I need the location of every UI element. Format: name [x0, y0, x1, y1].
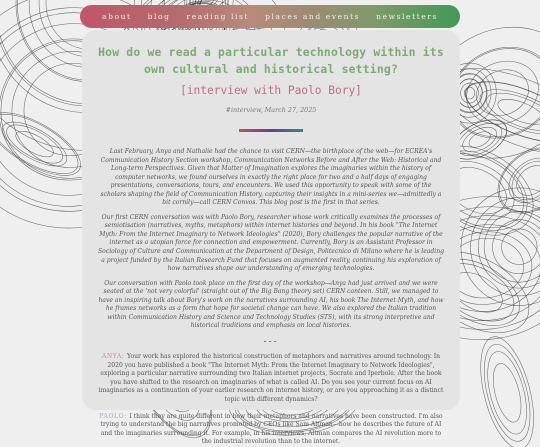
- nav-reading-list-link[interactable]: reading list: [186, 12, 250, 21]
- speaker-label-anya: ANYA:: [101, 352, 128, 360]
- intro-paragraph-2: Our first CERN conversation was with Paolo Bory, researcher whose work critically examines the processes of semiotisation (narratives, myths, metaphors) within internet histories and beyond. In his book "The Internet Myth: From the Internet Imaginary to Network Ideologies" (2020), Bory challenges the popular narrative of the internet as a utopian force for connection and empowerment. Currently, Bory is an Assistant Professor in Sociology of Culture and Communication at the Department of Design, Politecnico di Milano where he is leading a project funded by the Italian Research Fund that focuses on augmented reality, continuing his exploration of how narratives shape our understanding of emerging technologies.: [98, 213, 444, 273]
- gradient-divider: [239, 129, 303, 132]
- nav-newsletters-link[interactable]: newsletters: [376, 12, 438, 21]
- qa-item: [98, 353, 444, 405]
- post-title: How do we read a particular technology within its own cultural and historical setting?: [98, 45, 444, 76]
- intro-paragraph-1: Last February, Anya and Nathalie had the chance to visit CERN—the birthplace of the web—for ECREA's Communication History Section workshop, Communication Networks Before and After the Web: Historical and Long-term Perspectives. Given that Matter of Imagination explores the imaginaries within the history of computer networks, we found ourselves in exactly the right place for two and a half days of engaging presentations, conversations, tours, and encounters. We used this opportunity to speak with some of the scholars shaping the field of Communication History, capturing their insights in a mini-series we—admittedly a bit cornily—call CERN Convos. This blog post is the first in that series.: [100, 148, 442, 207]
- speaker-label-paolo: PAOLO:: [99, 412, 130, 420]
- qa-item: [98, 413, 444, 447]
- qa-text: I think they are quite different in how their metaphors and narratives have been constructed. I'm also trying to understand the big narratives promoted by CEOs like Sam Altman—how he describes the future of AI and the imaginaries surrounding it. For example, in his interviews, Altman compares the AI revolution more to the industrial revolution than to the internet.: [100, 412, 443, 446]
- top-navigation: [80, 5, 460, 28]
- nav-places-and-events-link[interactable]: places and events: [265, 12, 361, 21]
- interview-body: [98, 353, 444, 447]
- post-intro: [98, 148, 444, 331]
- section-separator: ---: [263, 336, 279, 347]
- intro-paragraph-3: Our conversation with Paolo took place on the first day of the workshop—Anya had just arrived and we were seated at the 'not very colorful' (straight out of the Big Bang theory set) CERN canteen. Still, we managed to have an inspiring talk about Bory's work on the narratives surrounding AI, his book The Internet Myth, and how he frames networks as a form that hope for societal change can have. We also explored the Italian tradition within Communication History and Science and Technology Studies (STS), with its strong interpretive and historical traditions and emphasis on local histories.: [98, 279, 444, 330]
- content-panel: [82, 30, 460, 446]
- post-subtitle: [interview with Paolo Bory]: [180, 84, 362, 97]
- nav-about-link[interactable]: about: [102, 12, 132, 21]
- qa-text: Your work has explored the historical construction of metaphors and narratives around technology. In 2020 you have published a book "The Internet Myth: From the Internet Imaginary to Network Ideologies", exploring a particular narrative surrounding two Italian internet projects, Socrate and Iperbole. After the book you have shifted to the research on imaginaries of what is called AI. Do you see your current focus on AI imaginaries as a continuation of your earlier research on internet history, or are you approaching it as a distinct topic with different dynamics?: [98, 352, 444, 403]
- post-meta: #interview, March 27, 2025: [225, 106, 317, 114]
- nav-blog-link[interactable]: blog: [147, 12, 171, 21]
